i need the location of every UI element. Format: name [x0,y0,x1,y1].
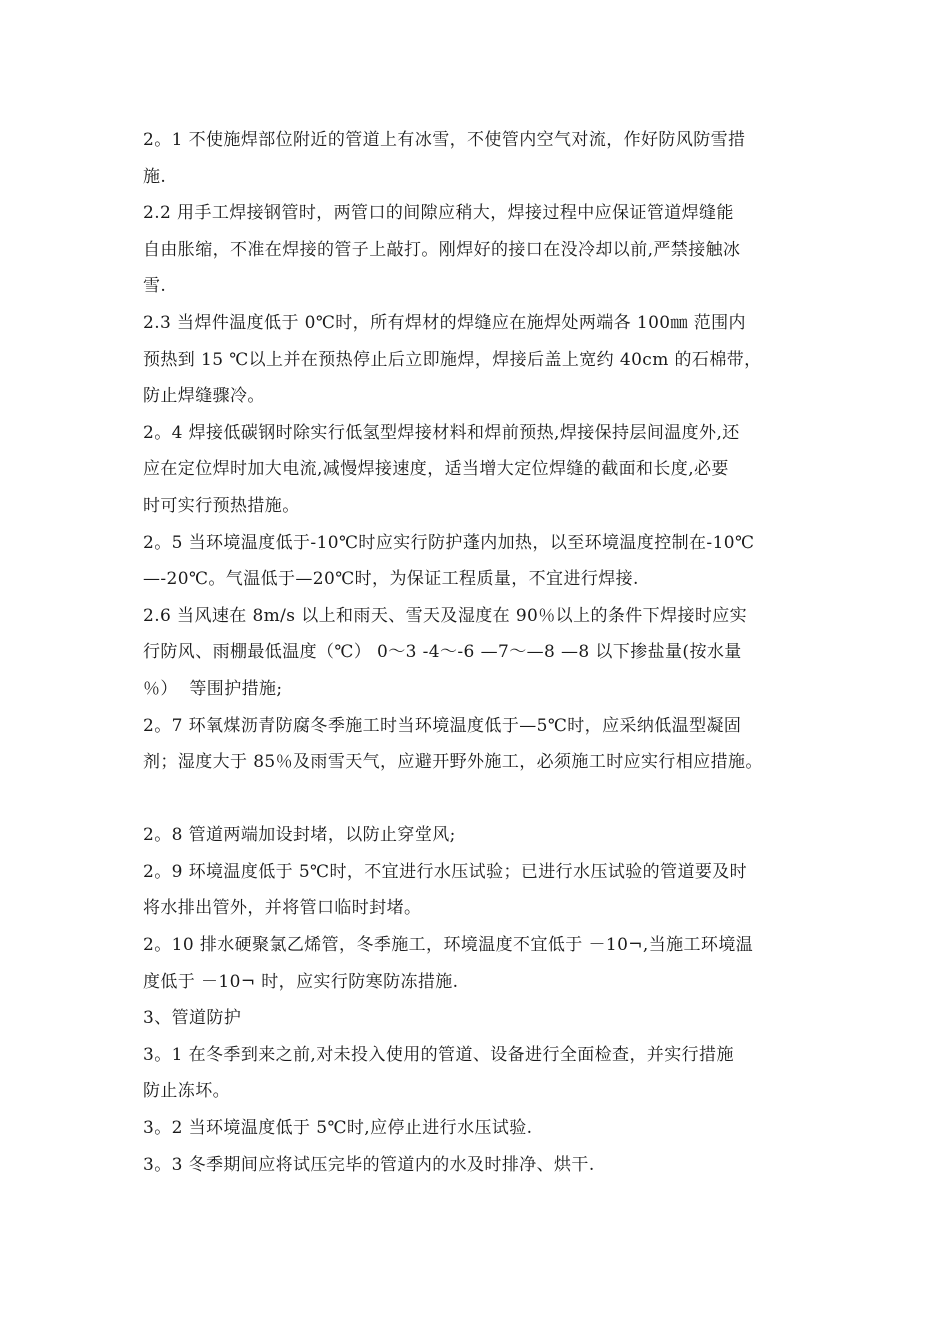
text-line: 将水排出管外，并将管口临时封堵。 [143,898,422,919]
text-line: 防止焊缝骤冷。 [143,386,265,407]
text-line: 度低于 －10¬ 时，应实行防寒防冻措施. [143,971,459,992]
text-line: 2.2 用手工焊接钢管时，两管口的间隙应稍大，焊接过程中应保证管道焊缝能 [143,203,734,224]
text-line: 防止冻坏。 [143,1081,230,1102]
document-body [143,122,813,1183]
text-line: 3。3 冬季期间应将试压完毕的管道内的水及时排净、烘干. [143,1154,595,1175]
text-line: 2。4 焊接低碳钢时除实行低氢型焊接材料和焊前预热,焊接保持层间温度外,还 [143,422,740,443]
text-line: 施. [143,166,167,187]
text-line: 应在定位焊时加大电流,减慢焊接速度，适当增大定位焊缝的截面和长度,必要 [143,459,729,480]
text-line: 2.6 当风速在 8m/s 以上和雨天、雪天及湿度在 90％以上的条件下焊接时应实 [143,605,748,626]
text-line: 2。8 管道两端加设封堵，以防止穿堂风; [143,825,456,846]
text-line: 自由胀缩，不准在焊接的管子上敲打。刚焊好的接口在没冷却以前,严禁接触冰 [143,239,741,260]
text-line: 3。1 在冬季到来之前,对未投入使用的管道、设备进行全面检查，并实行措施 [143,1044,734,1065]
text-line: ％） 等围护措施; [143,678,283,699]
text-line: 2.3 当焊件温度低于 0℃时，所有焊材的焊缝应在施焊处两端各 100㎜ 范围内 [143,312,746,333]
section-heading: 3、管道防护 [143,1008,242,1029]
text-line: 2。1 不使施焊部位附近的管道上有冰雪，不使管内空气对流，作好防风防雪措 [143,130,746,150]
text-line: 2。5 当环境温度低于-10℃时应实行防护蓬内加热，以至环境温度控制在-10℃ [143,532,755,553]
text-line: 雪. [143,276,167,297]
text-line: 预热到 15 ℃以上并在预热停止后立即施焊，焊接后盖上宽约 40cm 的石棉带， [143,349,762,370]
text-line: 时可实行预热措施。 [143,495,300,516]
text-line: 2。10 排水硬聚氯乙烯管，冬季施工，环境温度不宜低于 －10¬,当施工环境温 [143,935,754,956]
blank-line [143,781,813,818]
text-line: 2。7 环氧煤沥青防腐冬季施工时当环境温度低于—5℃时，应采纳低温型凝固 [143,715,742,736]
text-line: 行防风、雨棚最低温度（℃） 0～3 -4～-6 —7～—8 —8 以下掺盐量(按水量 [143,642,742,663]
text-line: —-20℃。气温低于—20℃时，为保证工程质量，不宜进行焊接. [143,569,639,590]
text-line: 3。2 当环境温度低于 5℃时,应停止进行水压试验. [143,1118,533,1139]
text-line: 2。9 环境温度低于 5℃时，不宜进行水压试验；已进行水压试验的管道要及时 [143,861,748,882]
text-line: 剂；湿度大于 85％及雨雪天气，应避开野外施工，必须施工时应实行相应措施。 [143,752,763,773]
